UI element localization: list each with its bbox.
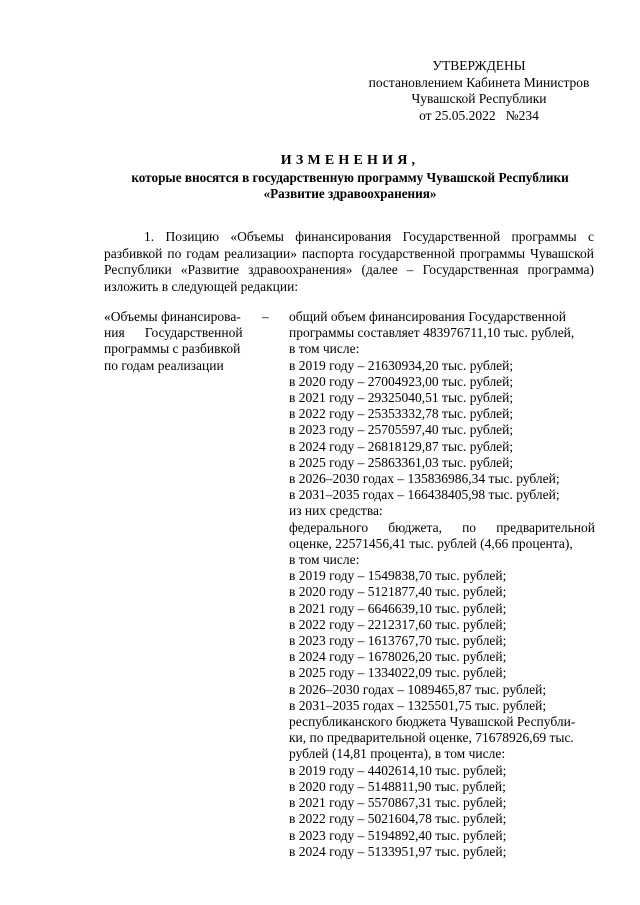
position-label-line: «Объемы финансирова- (104, 309, 241, 324)
funding-line: в 2024 году – 1678026,20 тыс. рублей; (289, 649, 507, 665)
funding-line: в 2031–2035 годах – 166438405,98 тыс. рублей; (289, 487, 560, 503)
title-heading: ИЗМЕНЕНИЯ, (280, 153, 420, 168)
funding-line: в том числе: (289, 552, 360, 568)
funding-line: в 2019 году – 4402614,10 тыс. рублей; (289, 762, 507, 778)
funding-line: оценке, 22571456,41 тыс. рублей (4,66 процента), (289, 535, 573, 551)
funding-line: в 2031–2035 годах – 1325501,75 тыс. рублей; (289, 697, 547, 713)
funding-line: в 2026–2030 годах – 1089465,87 тыс. рублей; (289, 681, 547, 697)
funding-line: федерального бюджета, по предварительной (289, 519, 595, 535)
position-label-line: программы с разбивкой (104, 341, 241, 357)
funding-line: в 2023 году – 1613767,70 тыс. рублей; (289, 633, 507, 649)
funding-line: общий объем финансирования Государственной (289, 309, 566, 324)
approval-authority: постановлением Кабинета Министров (368, 74, 590, 90)
funding-line: в 2021 году – 6646639,10 тыс. рублей; (289, 600, 507, 616)
funding-line: в 2019 году – 21630934,20 тыс. рублей; (289, 357, 514, 373)
funding-line: в 2020 году – 5121877,40 тыс. рублей; (289, 584, 507, 600)
approval-stamp (354, 58, 604, 124)
funding-line: в 2020 году – 27004923,00 тыс. рублей; (289, 373, 514, 389)
approval-date-number: от 25.05.2022 №234 (419, 107, 539, 123)
funding-line: в 2019 году – 1549838,70 тыс. рублей; (289, 568, 507, 584)
approval-title: УТВЕРЖДЕНЫ (432, 58, 526, 73)
funding-line: в 2022 году – 5021604,78 тыс. рублей; (289, 811, 507, 827)
funding-line: ки, по предварительной оценке, 71678926,69 тыс. (289, 730, 574, 746)
funding-line: в 2025 году – 1334022,09 тыс. рублей; (289, 665, 507, 681)
approval-region: Чувашской Республики (411, 91, 547, 106)
position-label-line: ния Государственной (104, 325, 243, 341)
funding-line: в 2024 году – 5133951,97 тыс. рублей; (289, 843, 507, 859)
position-label (104, 309, 278, 374)
funding-line: в 2023 году – 25705597,40 тыс. рублей; (289, 422, 514, 438)
amendment-paragraph: 1. Позицию «Объемы финансирования Государственной программы с разбивкой по годам реализации» паспорта государственной программы Чувашской Республики «Развитие здравоохранения» (далее – Государственная программа) изложить в следующей редакции: (104, 229, 594, 294)
title-subject: которые вносятся в государственную программу Чувашской Республики (131, 170, 569, 185)
funding-line: в 2025 году – 25863361,03 тыс. рублей; (289, 454, 514, 470)
position-dash: – (262, 309, 269, 324)
funding-line: в 2020 году – 5148811,90 тыс. рублей; (289, 778, 506, 794)
funding-line: в 2023 году – 5194892,40 тыс. рублей; (289, 827, 507, 843)
funding-line: в 2022 году – 25353332,78 тыс. рублей; (289, 406, 514, 422)
funding-line: в 2022 году – 2212317,60 тыс. рублей; (289, 616, 507, 632)
funding-line: из них средства: (289, 503, 383, 519)
funding-line: в 2026–2030 годах – 135836986,34 тыс. рублей; (289, 471, 560, 487)
funding-line: республиканского бюджета Чувашской Республи- (289, 714, 576, 730)
position-label-line: по годам реализации (104, 357, 224, 373)
funding-line: в 2024 году – 26818129,87 тыс. рублей; (289, 438, 514, 454)
title-program-name: «Развитие здравоохранения» (263, 186, 437, 201)
funding-description (289, 309, 595, 860)
document-title (80, 152, 620, 202)
funding-line: в том числе: (289, 341, 360, 357)
funding-line: в 2021 году – 5570867,31 тыс. рублей; (289, 795, 507, 811)
funding-line: программы составляет 483976711,10 тыс. рублей, (289, 325, 575, 341)
funding-line: в 2021 году – 29325040,51 тыс. рублей; (289, 390, 514, 406)
funding-line: рублей (14,81 процента), в том числе: (289, 746, 506, 762)
